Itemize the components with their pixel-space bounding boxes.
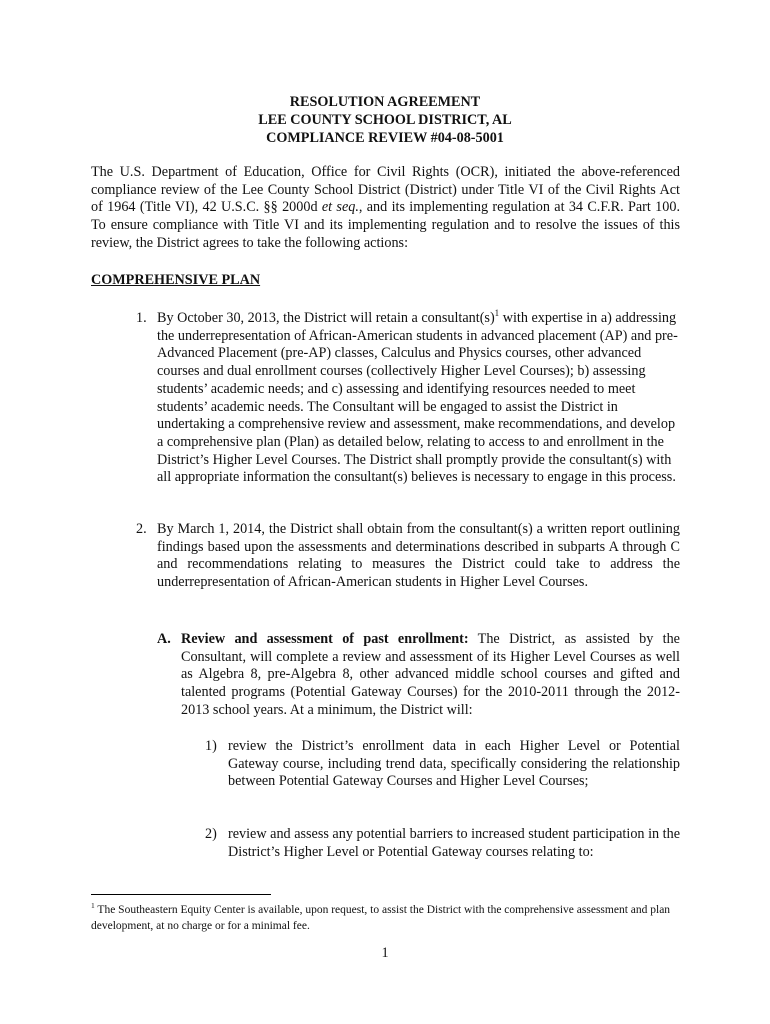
footnote-text: The Southeastern Equity Center is available, upon request, to assist the District with the comprehensive assessment and plan development, at no charge or for a minimal fee. bbox=[91, 904, 671, 932]
footnote-divider bbox=[91, 894, 271, 895]
subpart-label: A. bbox=[157, 631, 171, 647]
section-heading: COMPREHENSIVE PLAN bbox=[91, 272, 261, 288]
item-number: 2. bbox=[136, 521, 147, 537]
intro-text-rest: , and its implementing regulation at 34 C.F.R. Part 100. To ensure compliance with Title VI and its implementing regulation and to resolve the issues of this review, the District agrees to take the following actions: bbox=[91, 199, 680, 251]
subpart-a-lead: Review and assessment of past enrollment: bbox=[181, 631, 469, 647]
intro-text: The U.S. Department of Education, Office for Civil Rights (OCR), initiated the above-referenced compliance review of the Lee County School District (District) under Title VI of the Civil Rights Act of 1964 (Title VI), 42 U.S.C. §§ 2000d bbox=[91, 164, 680, 216]
title-line: COMPLIANCE REVIEW #04-08-5001 bbox=[266, 130, 504, 146]
subitem-number: 1) bbox=[205, 738, 217, 754]
subitem-number: 2) bbox=[205, 826, 217, 842]
intro-paragraph bbox=[91, 164, 680, 253]
subitem-2-paragraph: review and assess any potential barriers to increased student participation in the District’s Higher Level or Potential Gateway courses relating to: bbox=[228, 826, 680, 860]
title-line: RESOLUTION AGREEMENT bbox=[289, 94, 481, 110]
subitem-1-paragraph: review the District’s enrollment data in each Higher Level or Potential Gateway course, including trend data, specifically considering the relationship between Potential Gateway Courses and Higher Level Courses; bbox=[228, 738, 680, 790]
document-title bbox=[0, 93, 770, 147]
subpart-a-text: The District, as assisted by the Consultant, will complete a review and assessment of its Higher Level Courses as well as Algebra 8, pre-Algebra 8, other advanced middle school courses and gifted and talented programs (Potential Gateway Courses) for the 2010-2011 through the 2012-2013 school years. At a minimum, the District will: bbox=[181, 631, 680, 718]
item-1-text-rest: with expertise in a) addressing the underrepresentation of African-American students in advanced placement (AP) and pre-Advanced Placement (pre-AP) classes, Calculus and Physics courses, other advanced courses and dual enrollment courses (collectively Higher Level Courses); b) assessing students’ academic needs; and c) assessing and identifying resources needed to meet students’ academic needs. The Consultant will be engaged to assist the District in undertaking a comprehensive review and assessment, make recommendations, and develop a comprehensive plan (Plan) as detailed below, relating to access to and enrollment in the District’s Higher Level Courses. The District shall promptly provide the consultant(s) with all appropriate information the consultant(s) believes is necessary to engage in this process. bbox=[157, 310, 678, 486]
subpart-a-paragraph bbox=[181, 631, 680, 720]
page-number: 1 bbox=[381, 945, 389, 961]
item-2-paragraph: By March 1, 2014, the District shall obtain from the consultant(s) a written report outlining findings based upon the assessments and determinations described in subparts A through C and recommendations relating to measures the District could take to address the underrepresentation of African-American students in Higher Level Courses. bbox=[157, 521, 680, 591]
item-1-text: By October 30, 2013, the District will retain a consultant(s) bbox=[157, 310, 495, 326]
footnote-mark: 1 bbox=[91, 901, 95, 910]
item-number: 1. bbox=[136, 310, 147, 326]
title-line: LEE COUNTY SCHOOL DISTRICT, AL bbox=[258, 112, 512, 128]
footnote bbox=[91, 903, 680, 934]
intro-italic: et seq. bbox=[321, 199, 359, 216]
item-1-paragraph bbox=[157, 310, 680, 487]
footnote-reference: 1 bbox=[494, 308, 500, 318]
